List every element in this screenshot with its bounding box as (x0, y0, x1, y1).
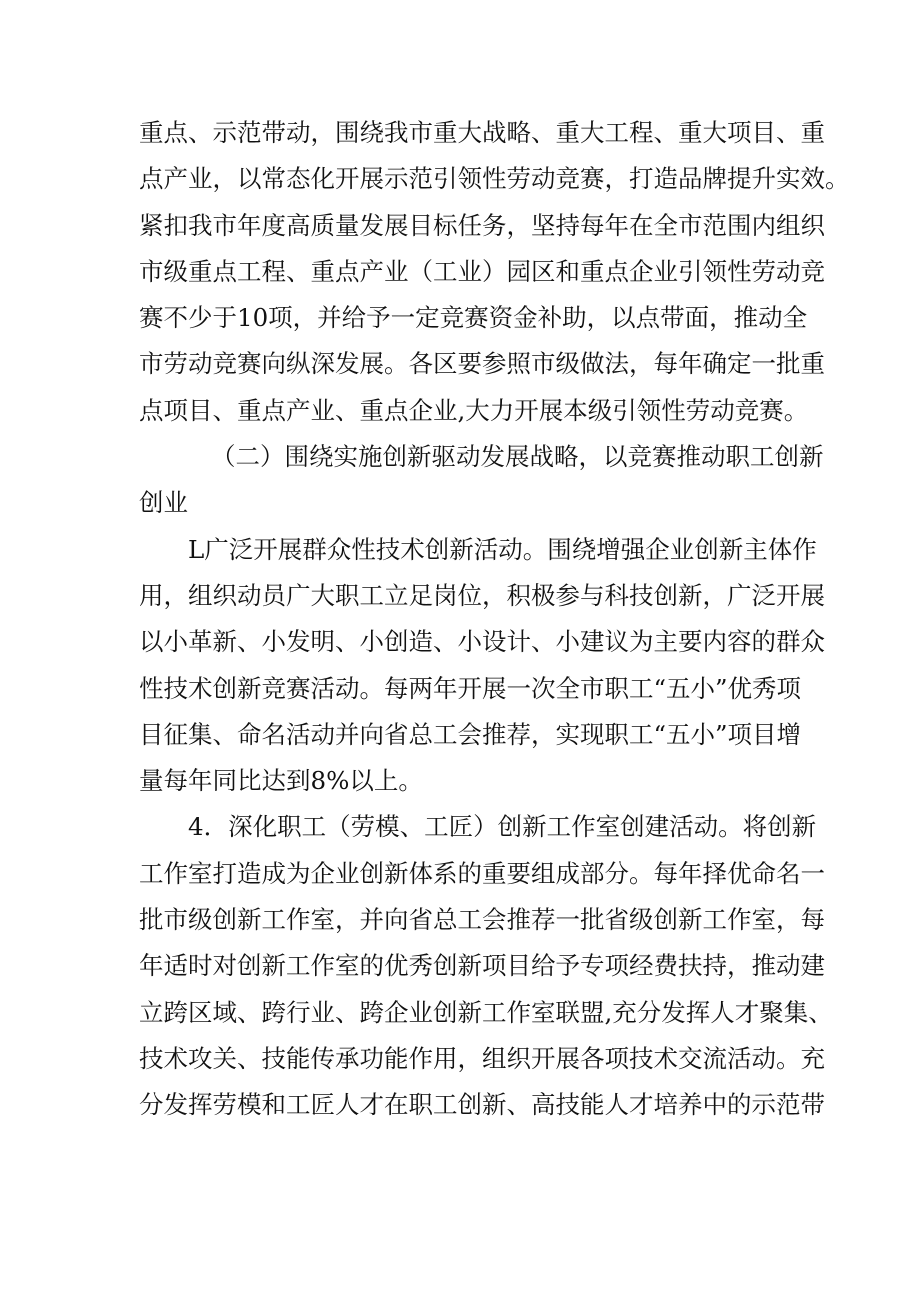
text-line: 市级重点工程、重点产业（工业）园区和重点企业引领性劳动竞 (139, 256, 825, 286)
heading-line: 创业 (139, 488, 188, 518)
paragraph-4 (139, 804, 833, 1128)
text-line: 目征集、命名活动并向省总工会推荐，实现职工“五小”项目增 (139, 719, 802, 749)
text-line: 量每年同比达到8%以上。 (139, 766, 423, 796)
text-line: 性技术创新竞赛活动。每两年开展一次全市职工“五小”优秀项 (139, 673, 802, 703)
text-line: 赛不少于10项，并给予一定竞赛资金补助，以点带面，推动全 (139, 303, 808, 333)
text-line: 分发挥劳模和工匠人才在职工创新、高技能人才培养中的示范带 (139, 1090, 825, 1120)
paragraph-1 (139, 110, 850, 434)
section-heading (139, 434, 824, 527)
text-line: 批市级创新工作室，并向省总工会推荐一批省级创新工作室，每 (139, 905, 825, 935)
text-line: 点项目、重点产业、重点企业,大力开展本级引领性劳动竞赛。 (139, 395, 809, 425)
paragraph-3 (139, 527, 825, 805)
text-line: 年适时对创新工作室的优秀创新项目给予专项经费扶持，推动建 (139, 951, 825, 981)
text-line: L广泛开展群众性技术创新活动。围绕增强企业创新主体作 (188, 534, 817, 564)
text-line: 以小革新、小发明、小创造、小设计、小建议为主要内容的群众 (139, 627, 825, 657)
text-line: 重点、示范带动，围绕我市重大战略、重大工程、重大项目、重 (139, 118, 825, 147)
heading-line: （二）围绕实施创新驱动发展战略，以竞赛推动职工创新 (211, 442, 824, 472)
document-body (139, 110, 850, 1129)
text-line: 紧扣我市年度高质量发展目标任务，坚持每年在全市范围内组织 (139, 210, 825, 240)
text-line: 工作室打造成为企业创新体系的重要组成部分。每年择优命名一 (139, 858, 825, 888)
text-line: 用，组织动员广大职工立足岗位，积极参与科技创新，广泛开展 (139, 580, 825, 610)
text-line: 立跨区域、跨行业、跨企业创新工作室联盟,充分发挥人才聚集、 (139, 997, 833, 1027)
text-line: 市劳动竞赛向纵深发展。各区要参照市级做法，每年确定一批重 (139, 349, 825, 379)
text-line: 点产业，以常态化开展示范引领性劳动竞赛，打造品牌提升实效。 (139, 164, 850, 194)
text-line: 4．深化职工（劳模、工匠）创新工作室创建活动。将创新 (188, 812, 817, 842)
text-line: 技术攻关、技能传承功能作用，组织开展各项技术交流活动。充 (139, 1043, 825, 1073)
